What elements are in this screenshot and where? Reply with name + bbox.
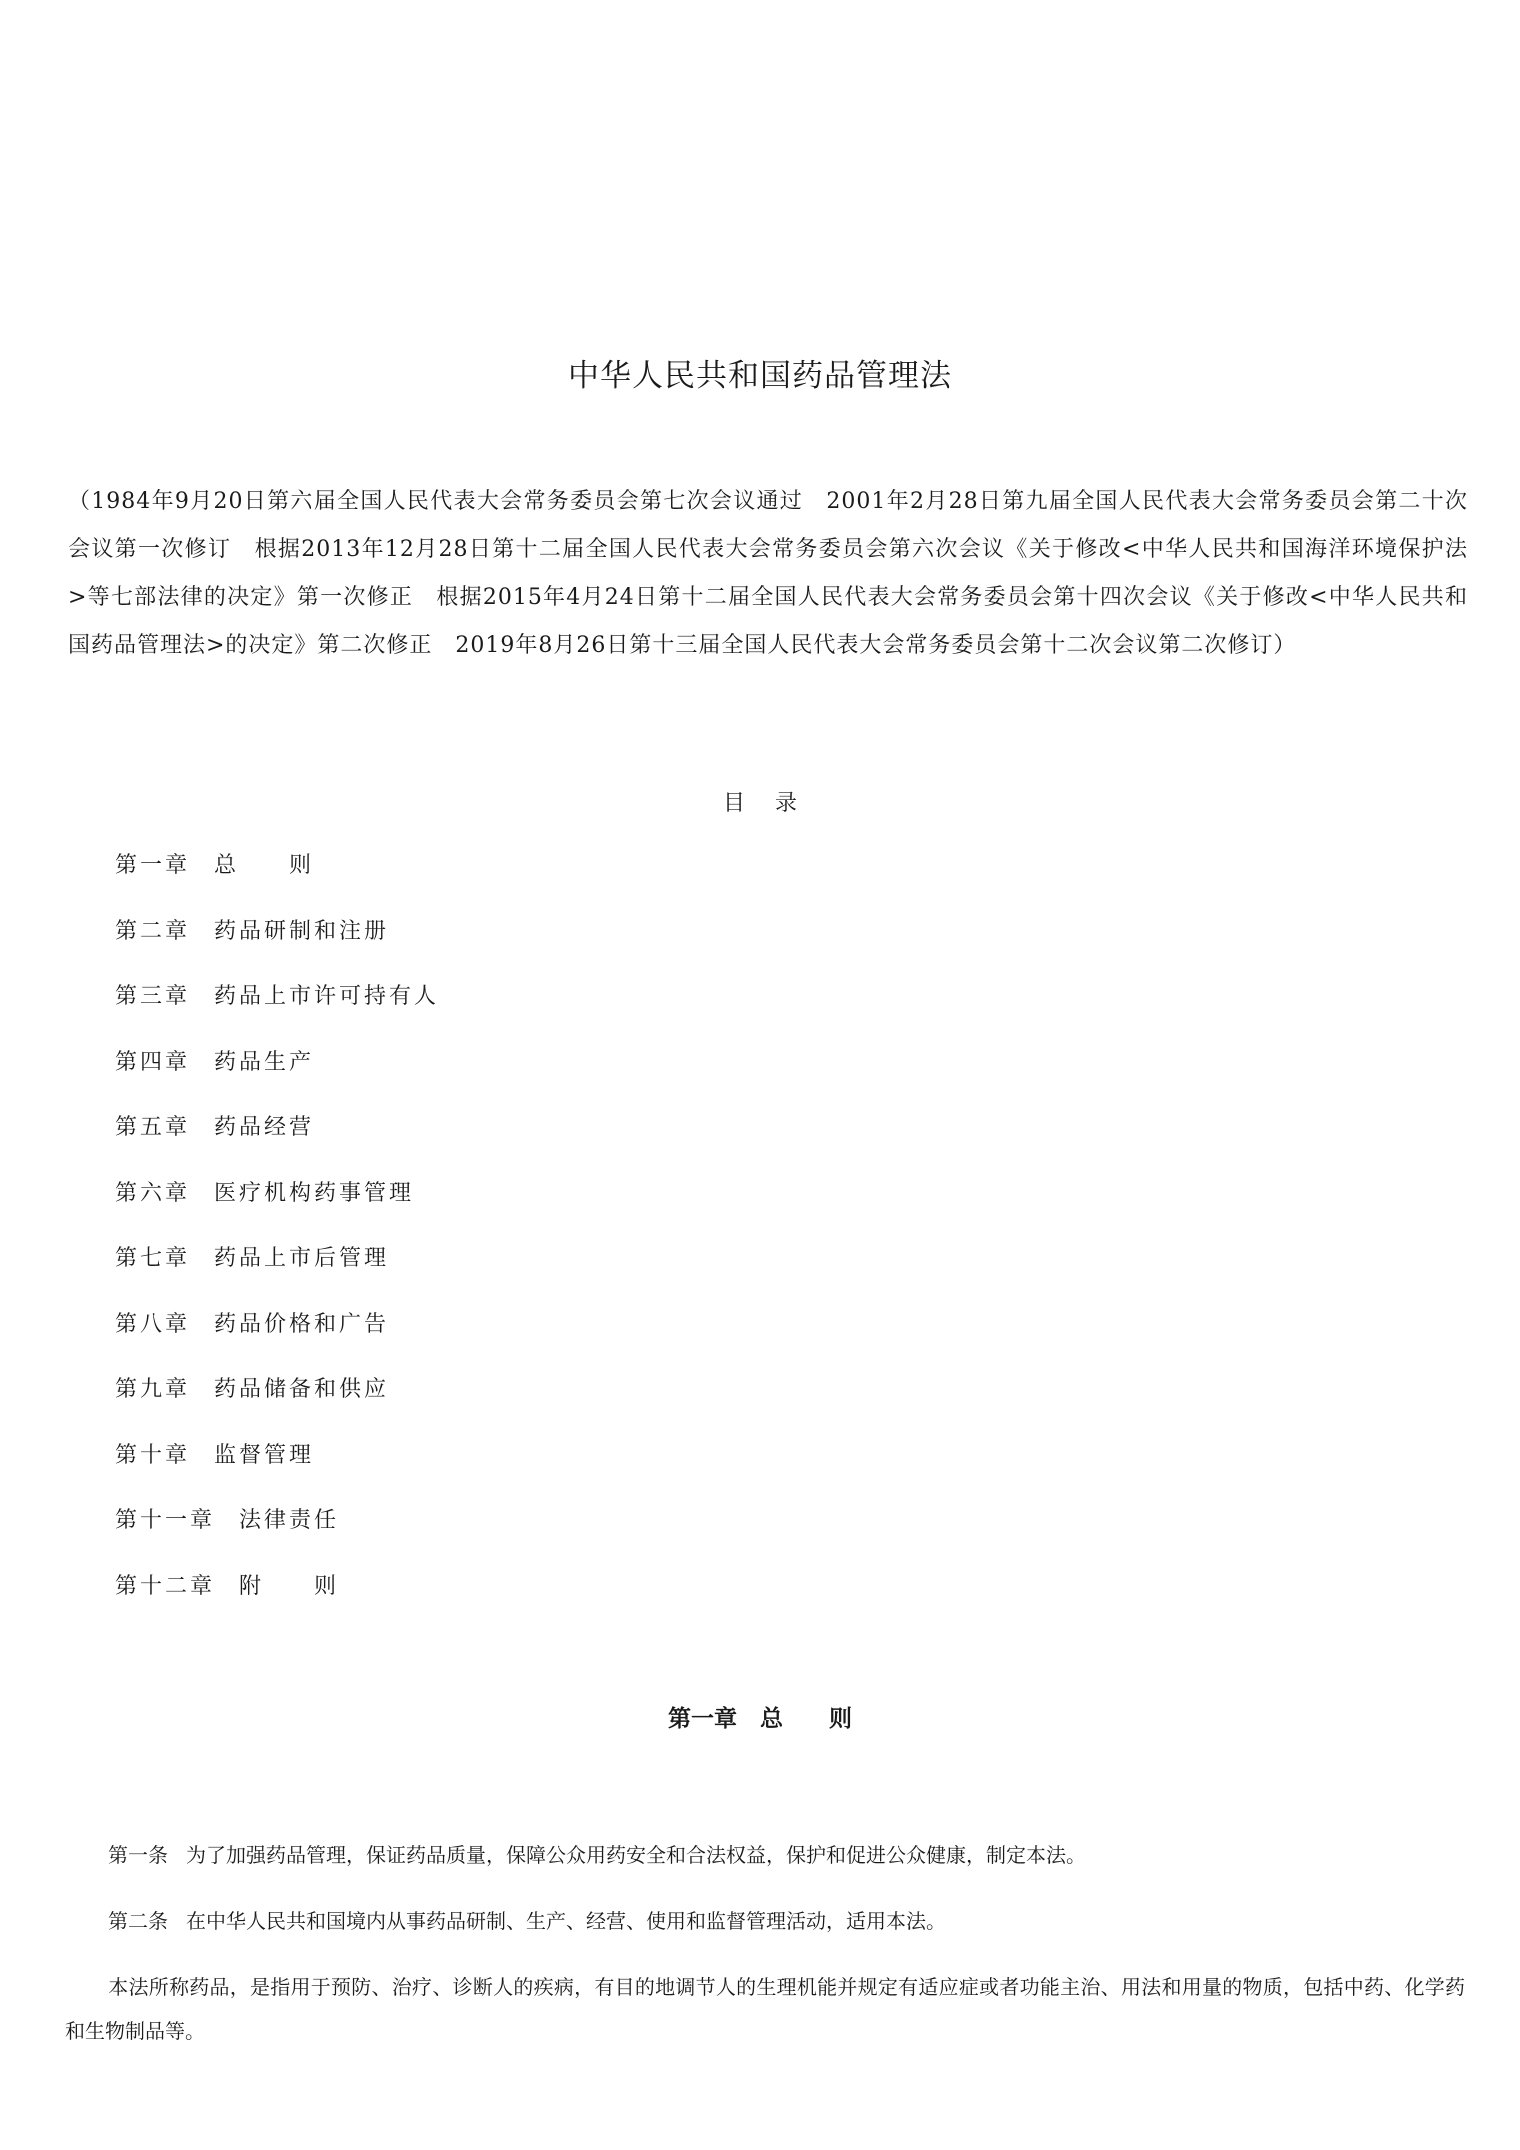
toc-chapter-number: 第八章 — [115, 1311, 191, 1337]
article-text: 为了加强药品管理，保证药品质量，保障公众用药安全和合法权益，保护和促进公众健康，制定本法。 — [186, 1843, 1086, 1867]
toc-chapter-name: 监督管理 — [214, 1442, 315, 1468]
toc-chapter-number: 第一章 — [115, 853, 191, 878]
toc-chapter-name: 药品生产 — [214, 1049, 315, 1075]
toc-chapter-name: 药品上市后管理 — [214, 1246, 390, 1271]
chapter-heading: 第一章 总 则 — [668, 1706, 852, 1732]
toc-chapter-number: 第二章 — [115, 918, 191, 944]
toc-item-chapter-12 — [115, 1569, 439, 1635]
document-title: 中华人民共和国药品管理法 — [568, 358, 952, 394]
toc-chapter-number: 第四章 — [115, 1049, 191, 1075]
toc-item-chapter-8 — [115, 1307, 439, 1373]
toc-item-chapter-10 — [115, 1438, 439, 1504]
toc-item-chapter-1 — [115, 848, 439, 914]
toc-item-chapter-6 — [115, 1176, 439, 1242]
toc-chapter-number: 第十章 — [115, 1442, 191, 1468]
toc-chapter-number: 第十一章 — [115, 1508, 216, 1533]
toc-chapter-name: 法律责任 — [239, 1508, 340, 1533]
toc-chapter-name: 药品上市许可持有人 — [214, 984, 440, 1009]
toc-chapter-number: 第三章 — [115, 984, 191, 1009]
article-1 — [65, 1833, 1508, 1877]
toc-item-chapter-2 — [115, 914, 439, 980]
toc-item-chapter-5 — [115, 1110, 439, 1176]
legislative-history: （1984年9月20日第六届全国人民代表大会常务委员会第七次会议通过 2001年2月28日第九届全国人民代表大会常务委员会第二十次会议第一次修订 根据2013年12月28日第十二届全国人民代表大会常务委员会第六次会议《关于修改<中华人民共和国海洋环境保护法>等七部法律的决定》第一次修正 根据2015年4月24日第十二届全国人民代表大会常务委员会第十四次会议《关于修改<中华人民共和国药品管理法>的决定》第二次修正 2019年8月26日第十三届全国人民代表大会常务委员会第十二次会议第二次修订） — [68, 489, 1468, 658]
toc-heading: 目录 — [722, 791, 827, 816]
toc-chapter-name: 总 则 — [214, 853, 315, 878]
toc-item-chapter-11 — [115, 1503, 439, 1569]
article-2 — [65, 1899, 1508, 1943]
toc-chapter-number: 第十二章 — [115, 1573, 216, 1599]
toc-chapter-name: 药品储备和供应 — [214, 1377, 390, 1402]
paragraph-text: 本法所称药品，是指用于预防、治疗、诊断人的疾病，有目的地调节人的生理机能并规定有适应症或者功能主治、用法和用量的物质，包括中药、化学药和生物制品等。 — [65, 1975, 1465, 2043]
toc-chapter-name: 附 则 — [239, 1573, 340, 1599]
article-paragraph — [65, 1965, 1465, 2053]
toc-chapter-number: 第七章 — [115, 1246, 191, 1271]
article-text: 在中华人民共和国境内从事药品研制、生产、经营、使用和监督管理活动，适用本法。 — [186, 1909, 946, 1933]
article-label: 第一条 — [108, 1843, 168, 1867]
toc-chapter-number: 第五章 — [115, 1115, 191, 1140]
toc-chapter-name: 药品经营 — [214, 1115, 315, 1140]
toc-chapter-name: 医疗机构药事管理 — [214, 1180, 415, 1206]
toc-item-chapter-9 — [115, 1372, 439, 1438]
toc-chapter-name: 药品价格和广告 — [214, 1311, 390, 1337]
toc-chapter-name: 药品研制和注册 — [214, 918, 390, 944]
toc-item-chapter-7 — [115, 1241, 439, 1307]
toc-chapter-number: 第九章 — [115, 1377, 191, 1402]
toc-item-chapter-4 — [115, 1045, 439, 1111]
toc-item-chapter-3 — [115, 979, 439, 1045]
toc-chapter-number: 第六章 — [115, 1180, 191, 1206]
table-of-contents — [115, 848, 439, 1634]
article-label: 第二条 — [108, 1909, 168, 1933]
